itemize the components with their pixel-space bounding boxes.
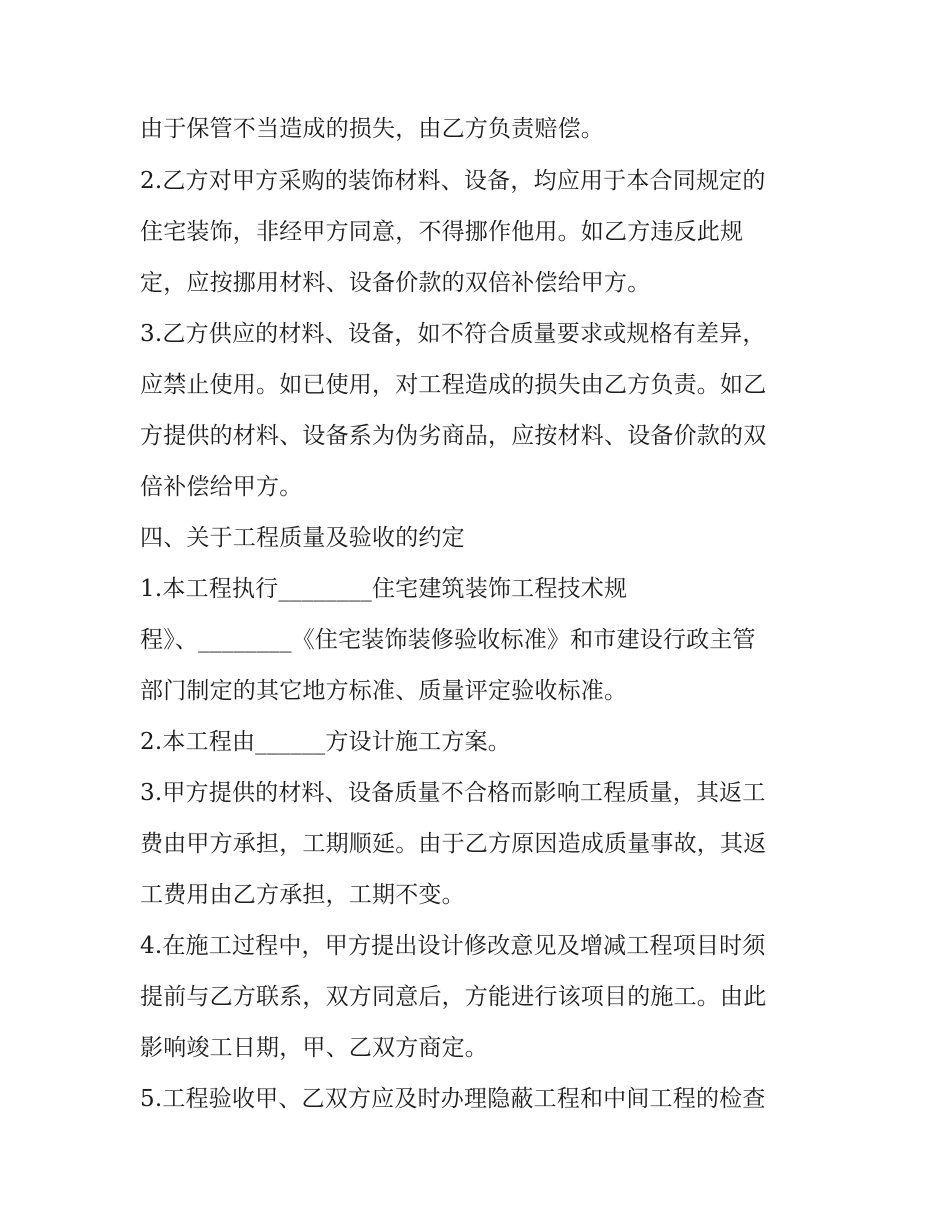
text-line: 5.工程验收甲、乙双方应及时办理隐蔽工程和中间工程的检查 — [140, 1086, 766, 1112]
text-line: 3.甲方提供的材料、设备质量不合格而影响工程质量，其返工 — [140, 780, 766, 806]
text-line: 倍补偿给甲方。 — [140, 474, 303, 500]
text-line: 提前与乙方联系，双方同意后，方能进行该项目的施工。由此 — [140, 984, 767, 1010]
text-line: 定，应按挪用材料、设备价款的双倍补偿给甲方。 — [140, 270, 651, 296]
text-line: 1.本工程执行________住宅建筑装饰工程技术规 — [140, 576, 628, 602]
text-line: 工费用由乙方承担，工期不变。 — [140, 882, 465, 908]
text-line: 3.乙方供应的材料、设备，如不符合质量要求或规格有差异， — [140, 321, 766, 347]
text-line: 影响竣工日期，甲、乙双方商定。 — [140, 1035, 488, 1061]
text-line: 应禁止使用。如已使用，对工程造成的损失由乙方负责。如乙 — [140, 372, 767, 398]
text-line: 4.在施工过程中，甲方提出设计修改意见及增减工程项目时须 — [140, 933, 766, 959]
text-line: 2.乙方对甲方采购的装饰材料、设备，均应用于本合同规定的 — [140, 168, 766, 194]
section-heading: 四、关于工程质量及验收的约定 — [140, 525, 465, 551]
text-line: 方提供的材料、设备系为伪劣商品，应按材料、设备价款的双 — [140, 423, 767, 449]
text-line: 2.本工程由______方设计施工方案。 — [140, 729, 511, 755]
text-line: 由于保管不当造成的损失，由乙方负责赔偿。 — [140, 116, 604, 142]
text-line: 部门制定的其它地方标准、质量评定验收标准。 — [140, 678, 628, 704]
text-line: 费由甲方承担，工期顺延。由于乙方原因造成质量事故，其返 — [140, 831, 767, 857]
text-line: 住宅装饰，非经甲方同意，不得挪作他用。如乙方违反此规 — [140, 219, 744, 245]
text-line: 程》、________《住宅装饰装修验收标准》和市建设行政主管 — [140, 627, 756, 653]
